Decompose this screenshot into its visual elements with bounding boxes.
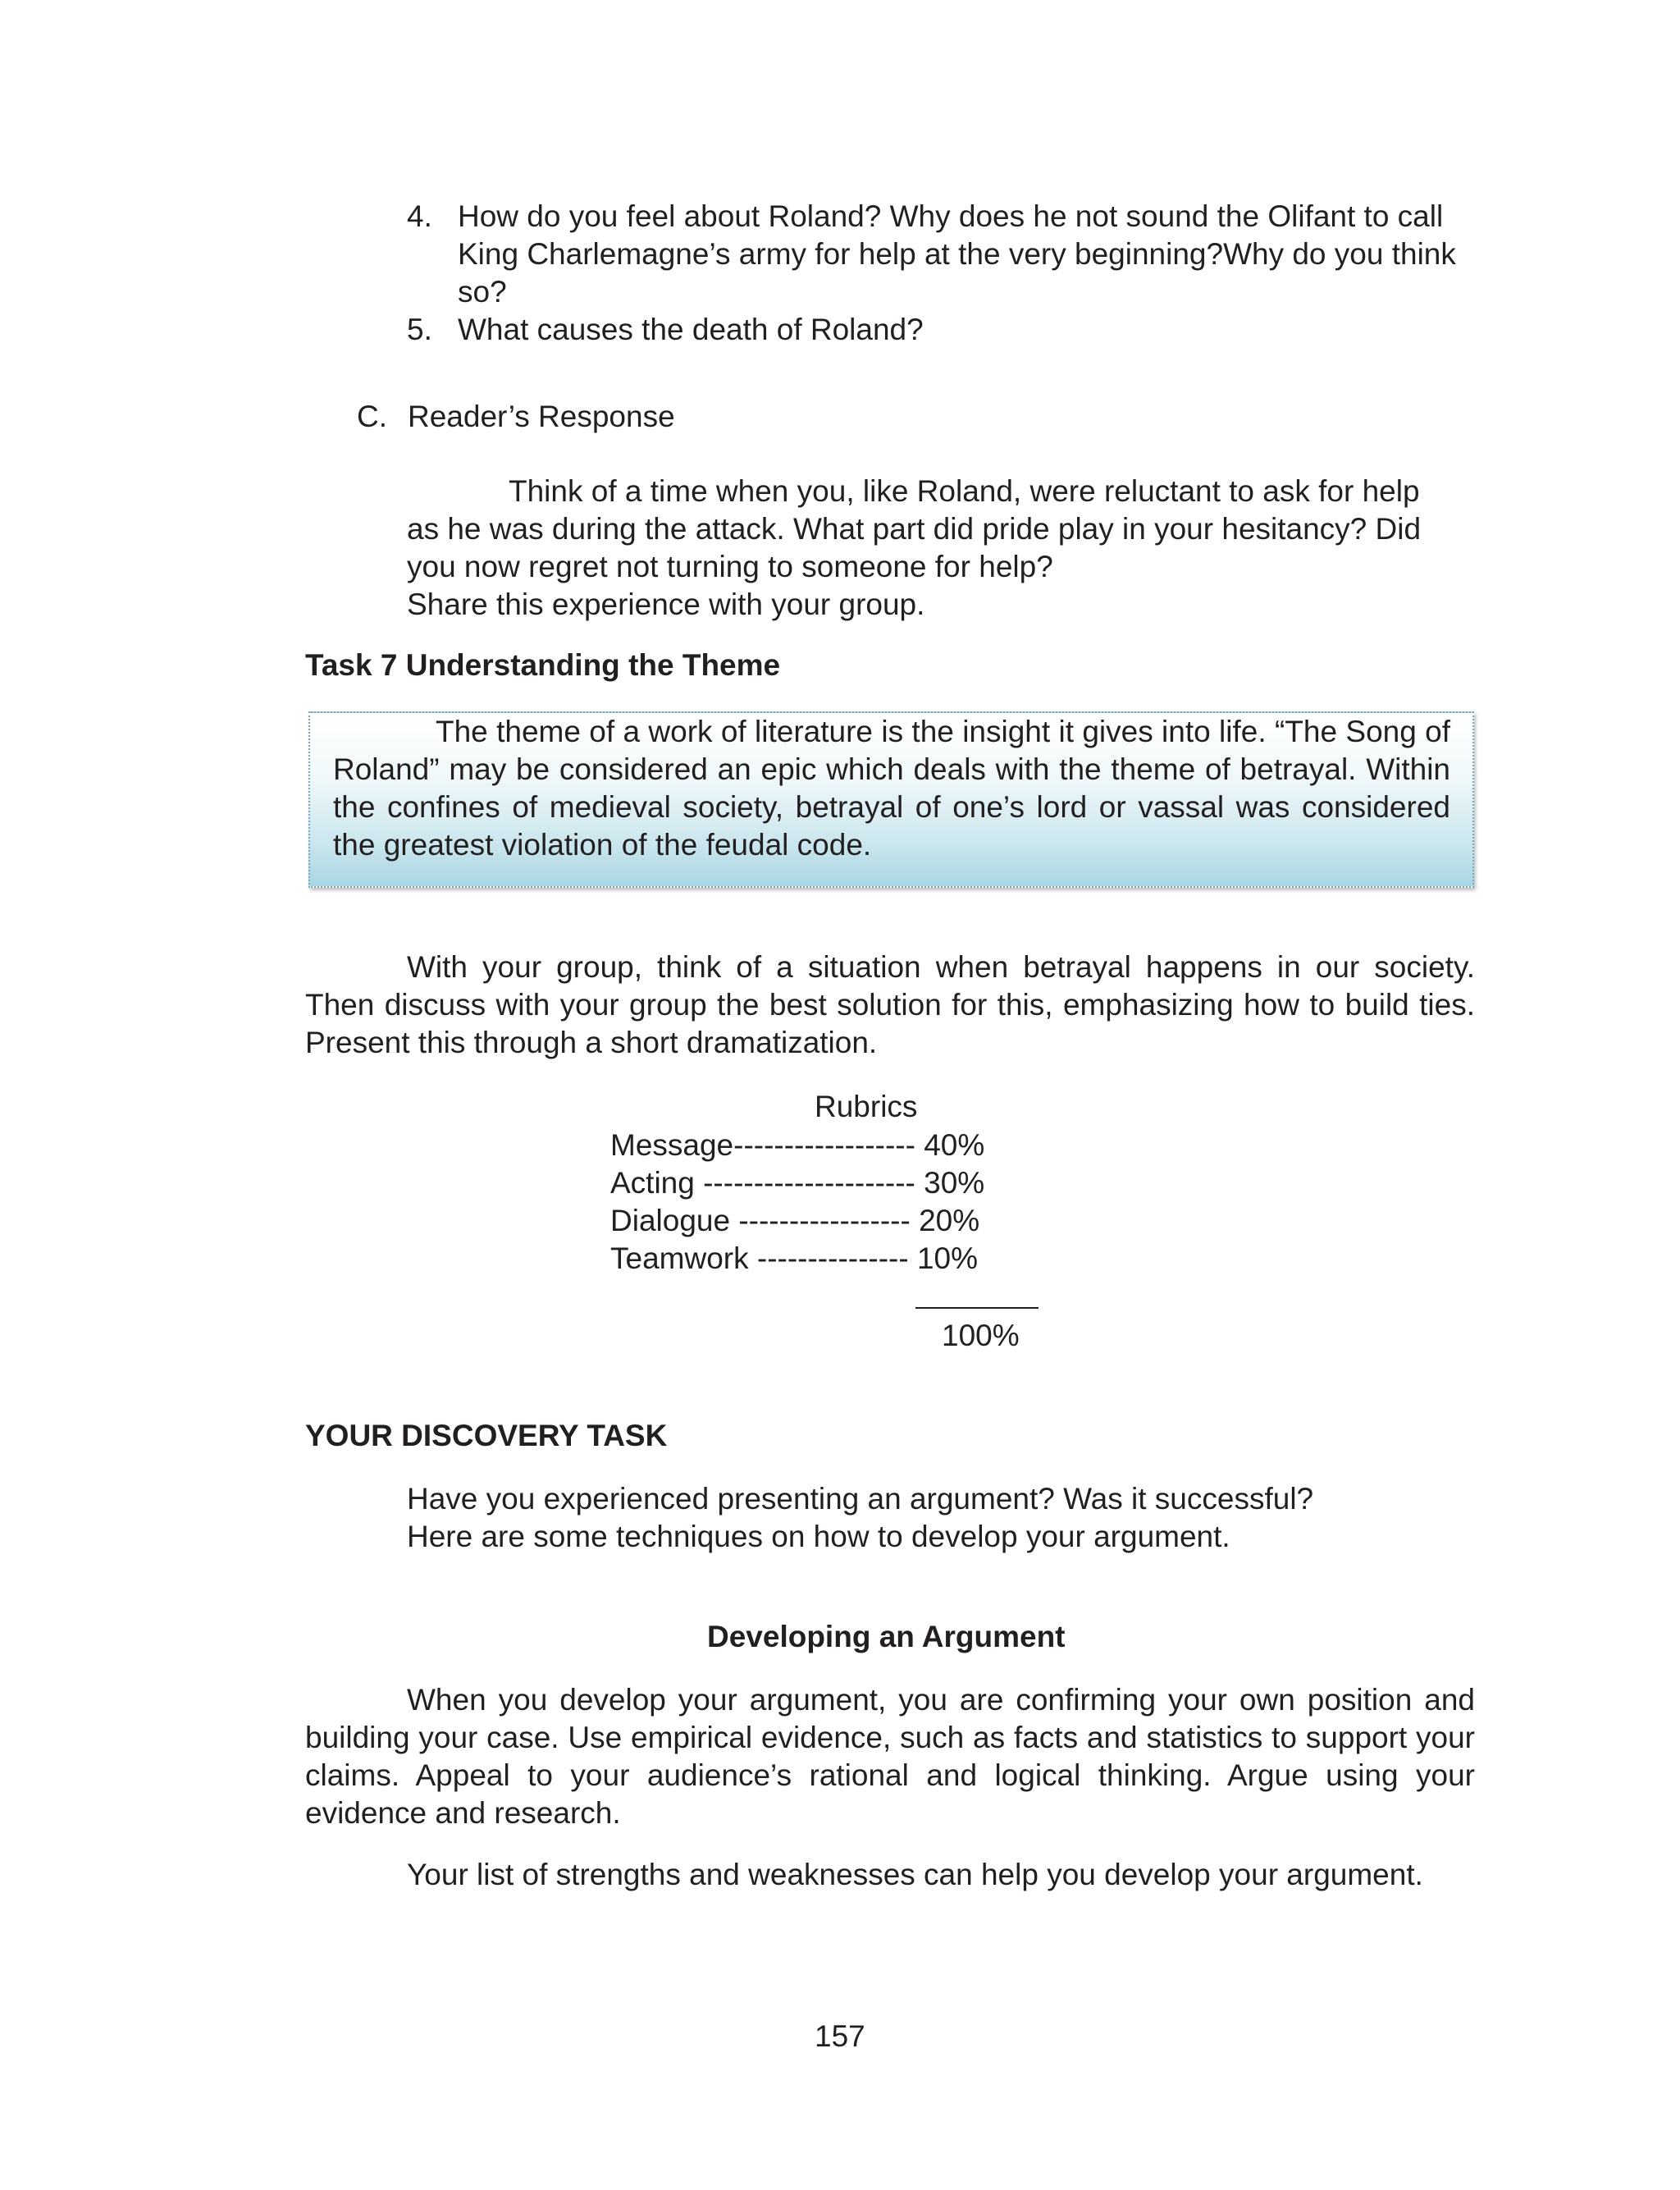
rubric-item-teamwork: Teamwork --------------- 10% (610, 1241, 979, 1275)
rubric-item-dialogue: Dialogue ----------------- 20% (610, 1204, 980, 1237)
section-c-heading (357, 398, 675, 436)
response-line-4: Share this experience with your group. (407, 588, 925, 621)
question-list (407, 198, 1473, 354)
page-number: 157 (815, 2019, 865, 2053)
question-number: 4. (407, 199, 432, 233)
rubric-total: 100% (942, 1319, 1020, 1352)
response-line-1: Think of a time when you, like Roland, were reluctant to ask for help (509, 474, 1420, 508)
group-activity-paragraph: With your group, think of a situation when betrayal happens in our society. Then discuss with your group the best solution for this, emphasizing how to build ties. Present this through a short dramatization. (305, 950, 1475, 1059)
section-title: Reader’s Response (408, 400, 675, 433)
argument-heading: Developing an Argument (707, 1620, 1066, 1653)
rubric-item-message: Message------------------ 40% (610, 1128, 985, 1162)
argument-paragraph: When you develop your argument, you are confirming your own position and building your case. Use empirical evidence, such as facts and statistics to support your claims. Appeal to your audience’s rational and logical thinking. Argue using your evidence and research. (305, 1683, 1475, 1830)
discovery-heading: YOUR DISCOVERY TASK (305, 1419, 668, 1452)
question-text-line: What causes the death of Roland? (458, 313, 924, 346)
discovery-line-1: Have you experienced presenting an argument? Was it successful? (407, 1482, 1314, 1516)
question-text-line: King Charlemagne’s army for help at the very beginning?Why do you think (458, 237, 1456, 271)
rubric-item-acting: Acting --------------------- 30% (610, 1166, 985, 1200)
section-letter: C. (357, 400, 387, 433)
discovery-line-2: Here are some techniques on how to develop your argument. (407, 1520, 1230, 1553)
rubric-total-rule (915, 1307, 1039, 1309)
theme-callout-box (308, 711, 1474, 888)
question-text-line: How do you feel about Roland? Why does he not sound the Olifant to call (458, 199, 1444, 233)
question-number: 5. (407, 313, 432, 346)
response-line-3: you now regret not turning to someone for help? (407, 550, 1053, 583)
response-line-2: as he was during the attack. What part did pride play in your hesitancy? Did (407, 512, 1422, 546)
argument-closing-line: Your list of strengths and weaknesses can help you develop your argument. (407, 1858, 1423, 1891)
task7-heading: Task 7 Understanding the Theme (305, 648, 781, 682)
rubrics-title: Rubrics (815, 1090, 918, 1123)
question-text-line: so? (458, 275, 507, 309)
theme-box-text: The theme of a work of literature is the insight it gives into life. “The Song of Roland” may be considered an epic which deals with the theme of betrayal. Within the confines of medieval society, betrayal of one’s lord or vassal was considered the greatest violation of the feudal code. (333, 715, 1450, 862)
